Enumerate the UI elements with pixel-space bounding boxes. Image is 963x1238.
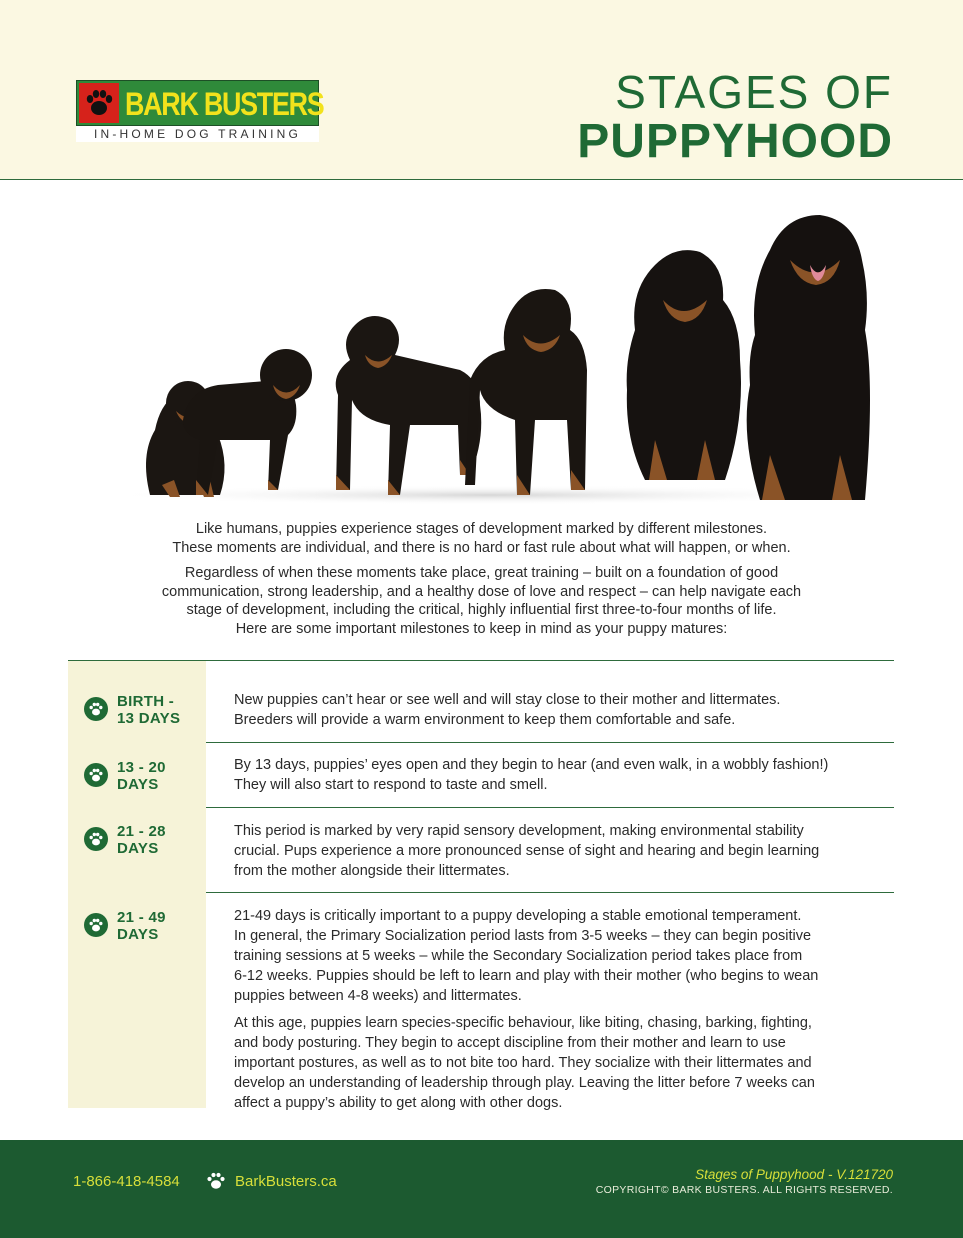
page-header: [0, 0, 963, 180]
stage-description: New puppies can’t hear or see well and will stay close to their mother and littermates. Breeders will provide a warm environment to keep them comfortable and safe.: [234, 692, 781, 728]
stage-label: 21 - 49 DAYS: [117, 909, 166, 943]
brand-tagline: IN-HOME DOG TRAINING: [76, 126, 319, 142]
divider: [206, 807, 894, 808]
title-line-1: STAGES OF: [615, 66, 893, 118]
paw-icon: [79, 83, 119, 123]
title-line-2: PUPPYHOOD: [577, 115, 893, 168]
stage-description: This period is marked by very rapid sensory development, making environmental stability crucial. Pups experience a more pronounced sense of sight and hearing and begin learning from the mother alongside their littermates.: [234, 823, 820, 879]
puppy-3: [336, 316, 482, 495]
paw-icon: [84, 913, 108, 937]
bark-busters-logo: [76, 80, 324, 142]
paw-icon: [84, 827, 108, 851]
hero-puppies-image: [70, 195, 893, 515]
stage-label-column: [68, 661, 206, 1108]
paw-icon: [84, 763, 108, 787]
paw-icon: [84, 697, 108, 721]
paw-icon: [206, 1172, 226, 1195]
puppy-5: [627, 250, 741, 480]
page-footer: [0, 1140, 963, 1238]
brand-name: BARK BUSTERS: [125, 86, 324, 122]
phone-number[interactable]: 1-866-418-4584: [73, 1173, 180, 1190]
stage-label: BIRTH - 13 DAYS: [117, 693, 181, 727]
page-title: [577, 66, 893, 166]
puppy-2: [183, 349, 312, 495]
stage-description: By 13 days, puppies’ eyes open and they begin to hear (and even walk, in a wobbly fashion!) They will also start to respond to taste and smell.: [234, 757, 829, 793]
intro-text: [90, 520, 873, 645]
puppy-6: [747, 215, 870, 500]
intro-paragraph-2: Regardless of when these moments take place, great training – built on a foundation of good communication, strong leadership, and a healthy dose of love and respect – can help navigate each stage of development, including the critical, highly influential first three-to-four months of life. Here are some important milestones to keep in mind as your puppy matures:: [161, 565, 802, 637]
puppy-4: [465, 289, 587, 495]
website-link[interactable]: BarkBusters.ca: [235, 1173, 337, 1190]
divider: [206, 742, 894, 743]
milestones-timeline: [68, 660, 894, 1111]
divider: [206, 892, 894, 893]
intro-paragraph-1: Like humans, puppies experience stages of development marked by different milestones. These moments are individual, and there is no hard or fast rule about what will happen, or when.: [172, 521, 791, 556]
stage-label: 21 - 28 DAYS: [117, 823, 166, 857]
stage-description: 21-49 days is critically important to a puppy developing a stable emotional temperament. In general, the Primary Socialization period lasts from 3-5 weeks – they can begin positive training sessions at 5 weeks – while the Secondary Socialization period takes place from 6-12 weeks. Puppies should be left to learn and play with their mother (who begins to wean puppies between 4-8 weeks) and littermates. At this age, puppies learn species-specific behaviour, like biting, chasing, barking, fighting, and body posturing. They begin to accept discipline from their mother and learn to use important postures, as well as to not bite too hard. They socialize with their littermates and develop an understanding of leadership through play. Leaving the litter before 7 weeks can affect a puppy’s ability to get along with other dogs.: [234, 908, 819, 1111]
document-version: Stages of Puppyhood - V.121720: [695, 1167, 893, 1182]
copyright-notice: COPYRIGHT© BARK BUSTERS. ALL RIGHTS RESERVED.: [595, 1184, 893, 1196]
stage-label: 13 - 20 DAYS: [117, 759, 166, 793]
